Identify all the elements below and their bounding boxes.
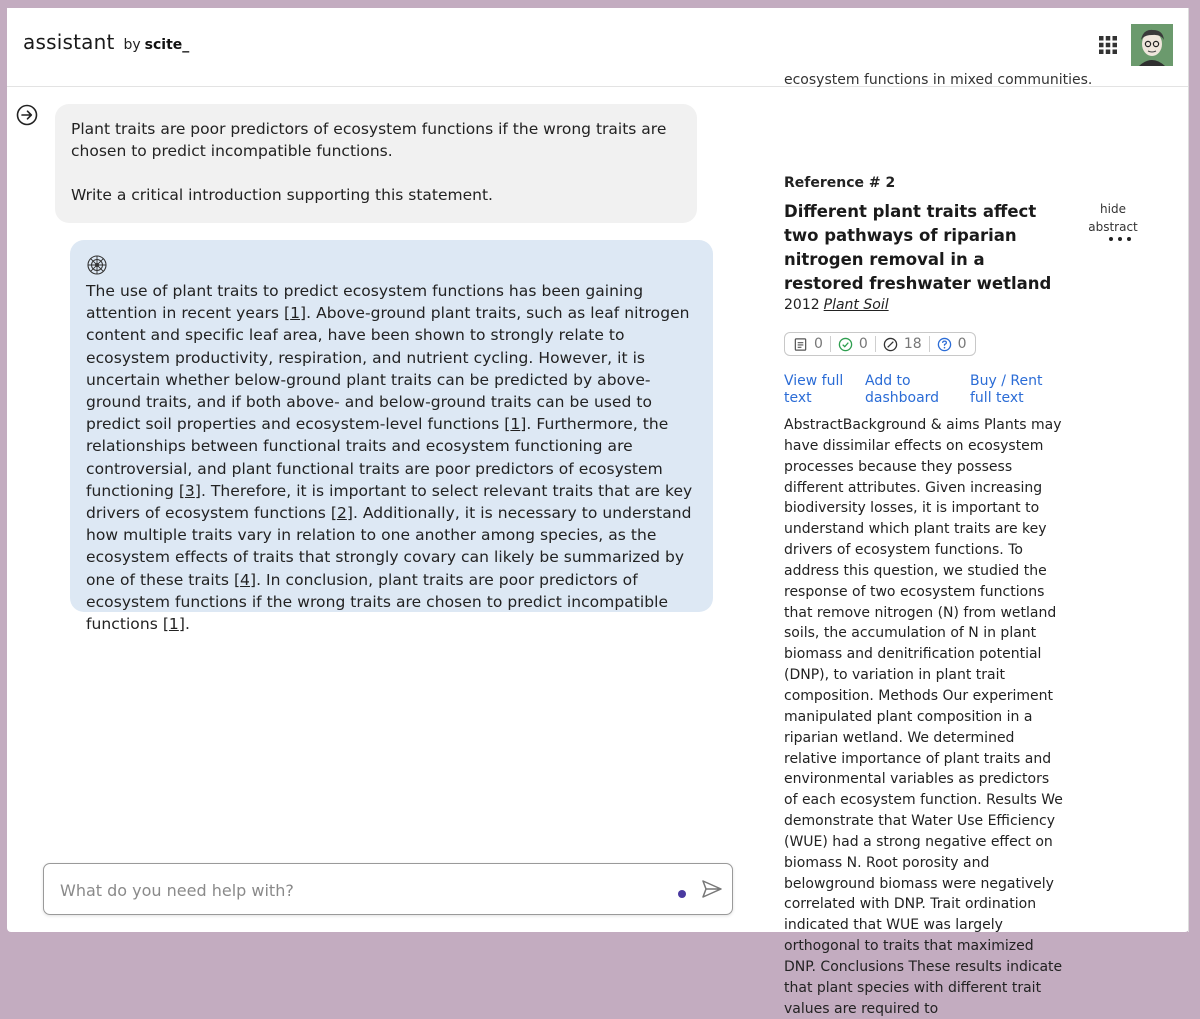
supporting-count: 0 [858, 336, 868, 352]
view-full-text-link[interactable]: View full text [784, 373, 844, 406]
buy-rent-full-text-link[interactable]: Buy / Rent full text [970, 373, 1043, 406]
stat-divider [830, 336, 831, 352]
response-text: The use of plant traits to predict ecosystem functions has been gaining attention in recent years [ [86, 282, 644, 323]
citation-link[interactable]: 1 [510, 415, 521, 434]
contrast-circle-icon [883, 337, 898, 352]
check-circle-icon [838, 337, 853, 352]
response-text: ]. Above-ground plant traits, such as leaf nitrogen content and specific leaf area, have been shown to strongly relate to ecosystem productivity, respiration, and nutrient cycling. However, it is uncertain whether below-ground plant traits can be predicted by above-ground traits, and if both above- and below-ground traits can be used to predict soil properties and ecosystem-level functions [ [86, 304, 690, 434]
mentioning-stat[interactable] [793, 336, 823, 352]
user-message [55, 104, 697, 223]
user-message-line-2: Write a critical introduction supporting this statement. [71, 186, 493, 204]
reference-journal-link[interactable]: Plant Soil [823, 297, 889, 313]
reference-meta [784, 297, 889, 313]
citation-link[interactable]: 3 [184, 481, 195, 500]
arrow-circle-right-icon[interactable] [16, 104, 38, 126]
apps-grid-icon[interactable] [1099, 36, 1117, 54]
user-avatar-icon [1131, 24, 1173, 66]
question-circle-icon [937, 337, 952, 352]
previous-abstract-tail: ecosystem functions in mixed communities. [784, 72, 1093, 88]
document-icon [793, 337, 808, 352]
contrasting-stat[interactable] [883, 336, 922, 352]
typing-indicator-dot [678, 890, 686, 898]
citation-stats[interactable] [784, 332, 976, 356]
add-to-dashboard-link[interactable]: Add to dashboard [865, 373, 940, 406]
unclassified-stat[interactable] [937, 336, 967, 352]
user-message-line-1: Plant traits are poor predictors of ecosystem functions if the wrong traits are chosen to predict incompatible functions. [71, 120, 667, 160]
citation-link[interactable]: 4 [240, 570, 250, 589]
contrasting-count: 18 [903, 336, 922, 352]
assistant-message [70, 240, 713, 634]
chat-input[interactable] [58, 876, 662, 904]
avatar[interactable] [1131, 24, 1173, 66]
window-edge [1188, 8, 1189, 932]
response-text: ]. Therefore, it is important to select relevant traits that are key drivers of ecosystem functions [ [86, 481, 693, 523]
mentioning-count: 0 [814, 336, 823, 352]
app-title: assistant [23, 30, 115, 54]
app-window [7, 8, 1189, 1017]
assistant-message-text [86, 280, 697, 635]
reference-year: 2012 [784, 297, 820, 313]
more-options-icon[interactable] [1107, 234, 1133, 244]
response-text: ]. [178, 615, 190, 634]
stat-divider [929, 336, 930, 352]
citation-link[interactable]: 1 [290, 304, 301, 323]
supporting-stat[interactable] [838, 336, 868, 352]
unclassified-count: 0 [957, 336, 967, 352]
brand-by: by [123, 37, 141, 53]
response-text: ]. Additionally, it is necessary to understand how multiple traits vary in relation to one another among species, as the ecosystem effects of traits that strongly covary can likely be summarized by one of these traits [ [86, 504, 692, 589]
send-icon[interactable] [700, 877, 724, 901]
citation-link[interactable]: 1 [168, 615, 179, 634]
assistant-brain-icon [86, 254, 108, 276]
reference-panel [784, 72, 1093, 1017]
stat-divider [875, 336, 876, 352]
citation-link[interactable]: 2 [336, 504, 347, 523]
brand[interactable] [23, 30, 189, 54]
hide-abstract-button[interactable]: hide abstract [1088, 202, 1138, 234]
response-text: ]. In conclusion, plant traits are poor predictors of ecosystem functions if the wrong traits are chosen to predict incompatible functions [ [86, 570, 669, 634]
reference-title: Different plant traits affect two pathways of riparian nitrogen removal in a restored freshwater wetland [784, 202, 1052, 293]
brand-logo: scite_ [144, 37, 190, 53]
chat-input-box[interactable] [43, 863, 733, 915]
response-text: ]. Furthermore, the relationships between functional traits and ecosystem functioning are controversial, and plant functional traits are poor predictors of ecosystem functioning [ [86, 415, 669, 500]
reference-label: Reference # 2 [784, 175, 896, 191]
reference-abstract: AbstractBackground & aims Plants may have dissimilar effects on ecosystem processes because they possess different attributes. Given increasing biodiversity losses, it is important to understand which plant traits are key drivers of ecosystem functions. To address this question, we studied the response of two ecosystem functions that remove nitrogen (N) from wetland soils, the accumulation of N in plant biomass and denitrification potential (DNP), to variation in plant trait composition. Methods Our experiment manipulated plant composition in a riparian wetland. We determined relative importance of plant traits and environmental variables as predictors of each ecosystem function. Results We demonstrate that Water Use Efficiency (WUE) had a strong negative effect on biomass N. Root porosity and belowground biomass were negatively correlated with DNP. Trait ordination indicated that WUE was largely orthogonal to traits that maximized DNP. Conclusions These results indicate that plant species with different trait values are required to [784, 417, 1063, 1017]
